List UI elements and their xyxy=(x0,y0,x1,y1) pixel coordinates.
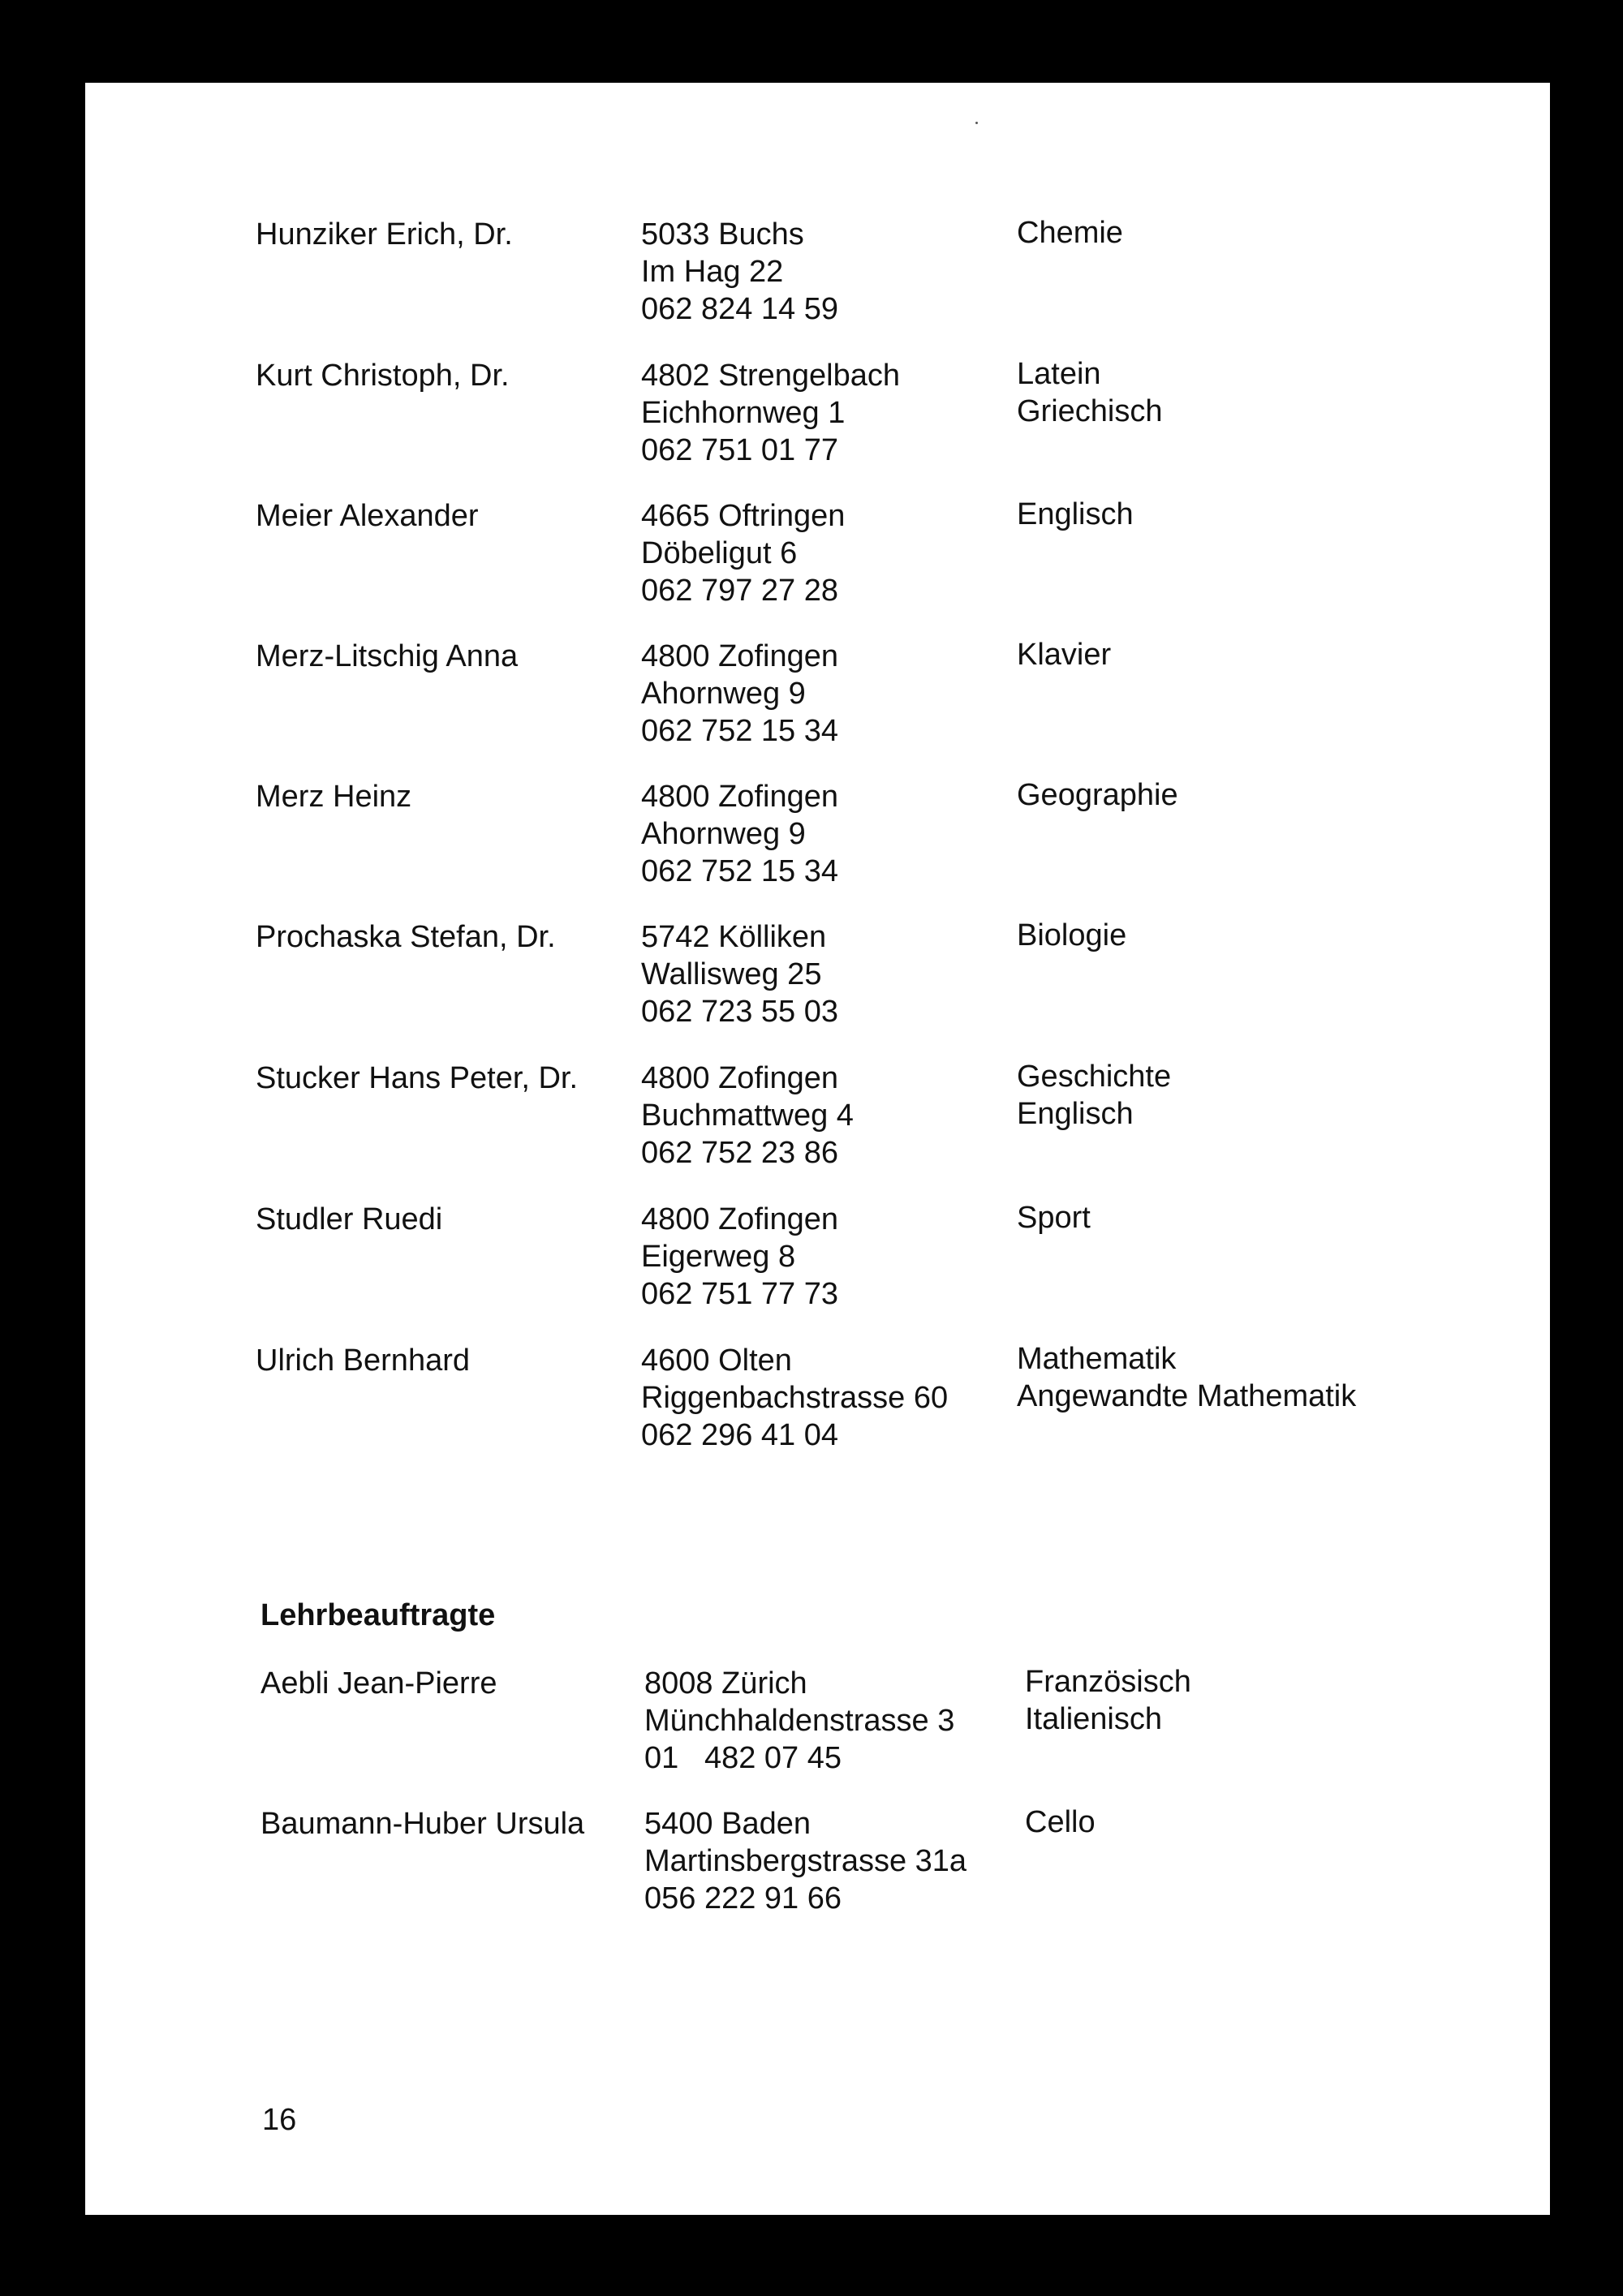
entry-phone: 062 752 15 34 xyxy=(641,854,839,888)
entry-subject: Angewandte Mathematik xyxy=(1017,1379,1357,1413)
staff-entry xyxy=(85,1060,1550,1181)
section-heading-lehrbeauftragte: Lehrbeauftragte xyxy=(260,1598,496,1632)
entry-subject: Chemie xyxy=(1017,216,1123,250)
entry-street: Ahornweg 9 xyxy=(641,677,806,711)
entry-name: Studler Ruedi xyxy=(256,1202,443,1236)
entry-address xyxy=(641,497,1014,609)
entry-city: 5400 Baden xyxy=(644,1807,811,1841)
entry-name: Meier Alexander xyxy=(256,499,479,533)
entry-city: 4800 Zofingen xyxy=(641,1061,838,1095)
entry-address xyxy=(641,1201,1014,1313)
entry-subjects xyxy=(1017,917,1504,954)
entry-name: Prochaska Stefan, Dr. xyxy=(256,920,556,954)
entry-subjects xyxy=(1017,1058,1504,1133)
entry-city: 4802 Strengelbach xyxy=(641,359,901,393)
entry-subject: Latein xyxy=(1017,357,1101,391)
entry-street: Wallisweg 25 xyxy=(641,957,822,991)
entry-phone: 062 824 14 59 xyxy=(641,292,839,326)
staff-entry xyxy=(85,497,1550,619)
page-number: 16 xyxy=(262,2103,297,2137)
entry-street: Riggenbachstrasse 60 xyxy=(641,1381,949,1415)
entry-address xyxy=(641,1060,1014,1172)
scan-speck xyxy=(975,122,978,124)
entry-address xyxy=(641,918,1014,1030)
staff-entry xyxy=(85,638,1550,759)
entry-street: Buchmattweg 4 xyxy=(641,1099,854,1133)
entry-subject: Biologie xyxy=(1017,918,1127,952)
entry-city: 4600 Olten xyxy=(641,1344,792,1378)
entry-name: Hunziker Erich, Dr. xyxy=(256,217,513,252)
entry-name: Merz-Litschig Anna xyxy=(256,639,519,673)
entry-city: 5742 Kölliken xyxy=(641,920,827,954)
lecturer-entry xyxy=(85,1665,1550,1786)
entry-address xyxy=(641,216,1014,328)
entry-address xyxy=(644,1805,1018,1917)
entry-name: Ulrich Bernhard xyxy=(256,1344,470,1378)
entry-phone: 062 296 41 04 xyxy=(641,1418,839,1452)
entry-city: 4665 Oftringen xyxy=(641,499,846,533)
entry-subject: Mathematik xyxy=(1017,1342,1177,1376)
entry-address xyxy=(641,1342,1014,1454)
entry-city: 4800 Zofingen xyxy=(641,780,838,814)
staff-entry xyxy=(85,357,1550,479)
entry-street: Eichhornweg 1 xyxy=(641,396,846,430)
entry-name: Merz Heinz xyxy=(256,780,412,814)
entry-subjects xyxy=(1017,776,1504,814)
staff-entry xyxy=(85,1342,1550,1464)
entry-subjects xyxy=(1025,1663,1512,1738)
entry-subjects xyxy=(1025,1804,1512,1841)
entry-address xyxy=(641,638,1014,750)
entry-subject: Geographie xyxy=(1017,778,1178,812)
entry-street: Eigerweg 8 xyxy=(641,1240,796,1274)
entry-phone: 01 482 07 45 xyxy=(644,1741,842,1775)
entry-subject: Cello xyxy=(1025,1805,1096,1839)
entry-city: 5033 Buchs xyxy=(641,217,804,252)
entry-subject: Englisch xyxy=(1017,497,1134,531)
entry-phone: 062 752 23 86 xyxy=(641,1136,839,1170)
entry-street: Münchhaldenstrasse 3 xyxy=(644,1704,955,1738)
entry-name: Aebli Jean-Pierre xyxy=(260,1666,497,1701)
entry-subjects xyxy=(1017,1199,1504,1236)
document-page xyxy=(85,83,1550,2215)
entry-subjects xyxy=(1017,636,1504,673)
entry-street: Döbeligut 6 xyxy=(641,536,798,570)
entry-subject: Klavier xyxy=(1017,638,1112,672)
entry-subject: Englisch xyxy=(1017,1097,1134,1131)
entry-subject: Sport xyxy=(1017,1201,1091,1235)
entry-city: 8008 Zürich xyxy=(644,1666,807,1701)
entry-city: 4800 Zofingen xyxy=(641,1202,838,1236)
staff-entry xyxy=(85,216,1550,338)
entry-street: Im Hag 22 xyxy=(641,255,784,289)
entry-name: Stucker Hans Peter, Dr. xyxy=(256,1061,579,1095)
entry-phone: 062 797 27 28 xyxy=(641,574,839,608)
staff-entry xyxy=(85,1201,1550,1322)
lecturer-entry xyxy=(85,1805,1550,1927)
entry-subjects xyxy=(1017,355,1504,430)
entry-subject: Griechisch xyxy=(1017,394,1163,428)
entry-phone: 056 222 91 66 xyxy=(644,1881,842,1915)
entry-address xyxy=(641,778,1014,890)
entry-subjects xyxy=(1017,496,1504,533)
entry-phone: 062 752 15 34 xyxy=(641,714,839,748)
entry-address xyxy=(641,357,1014,469)
entry-name: Baumann-Huber Ursula xyxy=(260,1807,585,1841)
entry-phone: 062 751 77 73 xyxy=(641,1277,839,1311)
entry-street: Ahornweg 9 xyxy=(641,817,806,851)
entry-subjects xyxy=(1017,1340,1504,1415)
entry-phone: 062 751 01 77 xyxy=(641,433,839,467)
staff-entry xyxy=(85,778,1550,900)
staff-entry xyxy=(85,918,1550,1040)
entry-city: 4800 Zofingen xyxy=(641,639,838,673)
entry-subject: Französisch xyxy=(1025,1665,1191,1699)
entry-name: Kurt Christoph, Dr. xyxy=(256,359,510,393)
entry-street: Martinsbergstrasse 31a xyxy=(644,1844,967,1878)
entry-subject: Italienisch xyxy=(1025,1702,1162,1736)
entry-phone: 062 723 55 03 xyxy=(641,995,839,1029)
entry-subject: Geschichte xyxy=(1017,1060,1172,1094)
entry-address xyxy=(644,1665,1018,1777)
entry-subjects xyxy=(1017,214,1504,252)
